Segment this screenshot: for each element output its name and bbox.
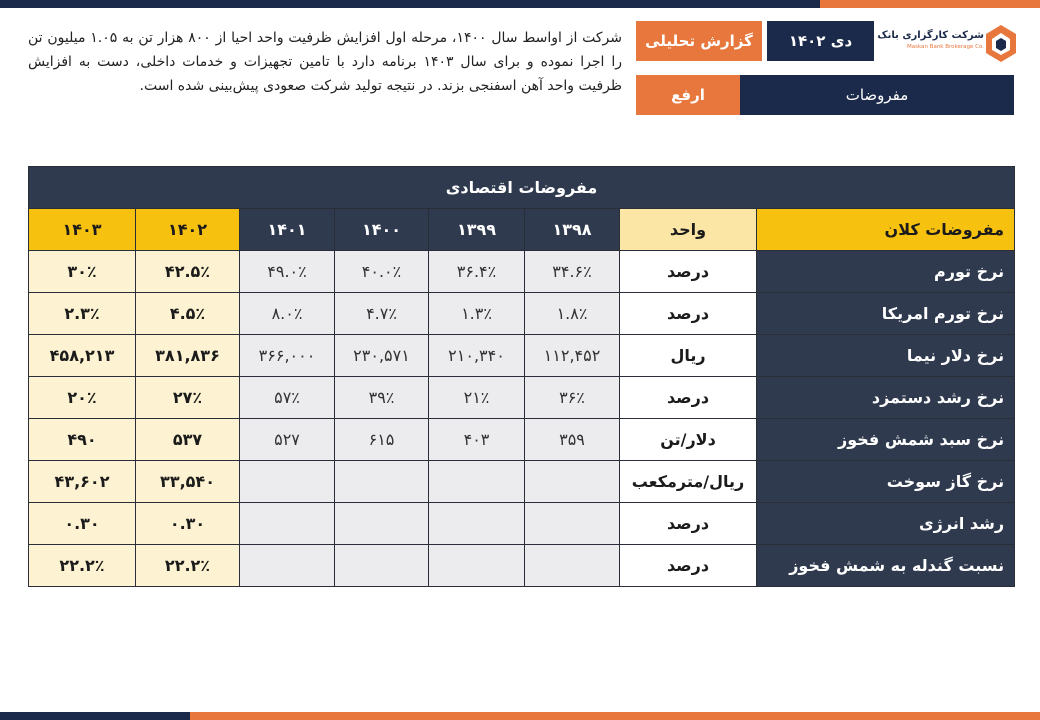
cell-1399: ۲۱۰,۳۴۰ xyxy=(429,335,525,377)
cell-1398: ۱.۸٪ xyxy=(525,293,620,335)
table-row xyxy=(29,377,1015,419)
cell-1400 xyxy=(335,503,429,545)
cell-1402: ۲۲.۲٪ xyxy=(136,545,240,587)
cell-1403: ۴۵۸,۲۱۳ xyxy=(29,335,136,377)
table-row xyxy=(29,251,1015,293)
company-logo xyxy=(842,22,1018,66)
cell-1400: ۲۳۰,۵۷۱ xyxy=(335,335,429,377)
row-label: نرخ تورم xyxy=(757,251,1015,293)
bottom-accent-orange xyxy=(190,712,1040,720)
cell-1403: ۴۳,۶۰۲ xyxy=(29,461,136,503)
top-accent-orange xyxy=(820,0,1040,8)
cell-1399: ۲۱٪ xyxy=(429,377,525,419)
cell-1398: ۳۴.۶٪ xyxy=(525,251,620,293)
logo-name-en: Maskan Bank Brokerage Co. xyxy=(907,44,984,50)
cell-1401: ۵۲۷ xyxy=(240,419,335,461)
col-year-1403: ۱۴۰۳ xyxy=(29,209,136,251)
cell-1401 xyxy=(240,461,335,503)
row-unit: ریال xyxy=(620,335,757,377)
col-year-1399: ۱۳۹۹ xyxy=(429,209,525,251)
cell-1403: ۳۰٪ xyxy=(29,251,136,293)
house-hexagon-icon xyxy=(984,22,1018,66)
col-assumption: مفروضات کلان xyxy=(757,209,1015,251)
company-badge: ارفع xyxy=(636,75,740,115)
cell-1398 xyxy=(525,503,620,545)
cell-1398: ۳۶٪ xyxy=(525,377,620,419)
cell-1402: ۴۲.۵٪ xyxy=(136,251,240,293)
cell-1403: ۴۹۰ xyxy=(29,419,136,461)
cell-1400: ۴.۷٪ xyxy=(335,293,429,335)
cell-1400 xyxy=(335,461,429,503)
economic-assumptions-table xyxy=(28,166,1015,587)
row-label: رشد انرژی xyxy=(757,503,1015,545)
row-unit: درصد xyxy=(620,293,757,335)
cell-1401: ۵۷٪ xyxy=(240,377,335,419)
report-date-badge: دی ۱۴۰۲ xyxy=(767,21,874,61)
row-label: نرخ دلار نیما xyxy=(757,335,1015,377)
row-unit: درصد xyxy=(620,503,757,545)
cell-1399 xyxy=(429,503,525,545)
bottom-accent-navy xyxy=(0,712,190,720)
bottom-accent-bar xyxy=(0,712,1040,720)
cell-1403: ۲۰٪ xyxy=(29,377,136,419)
col-unit: واحد xyxy=(620,209,757,251)
cell-1401 xyxy=(240,545,335,587)
cell-1403: ۲.۳٪ xyxy=(29,293,136,335)
cell-1401: ۴۹.۰٪ xyxy=(240,251,335,293)
cell-1403: ۲۲.۲٪ xyxy=(29,545,136,587)
cell-1402: ۵۳۷ xyxy=(136,419,240,461)
table-row xyxy=(29,335,1015,377)
cell-1399: ۱.۳٪ xyxy=(429,293,525,335)
cell-1402: ۳۸۱,۸۳۶ xyxy=(136,335,240,377)
row-label: نسبت گندله به شمش فخوز xyxy=(757,545,1015,587)
cell-1400: ۴۰.۰٪ xyxy=(335,251,429,293)
table-row xyxy=(29,419,1015,461)
cell-1402: ۴.۵٪ xyxy=(136,293,240,335)
cell-1399: ۴۰۳ xyxy=(429,419,525,461)
col-year-1401: ۱۴۰۱ xyxy=(240,209,335,251)
cell-1402: ۲۷٪ xyxy=(136,377,240,419)
report-type-badge: گزارش تحلیلی xyxy=(636,21,762,61)
cell-1398 xyxy=(525,461,620,503)
table-header-row xyxy=(29,209,1015,251)
cell-1400: ۳۹٪ xyxy=(335,377,429,419)
section-badge: مفروضات xyxy=(740,75,1014,115)
cell-1402: ۰.۳۰ xyxy=(136,503,240,545)
cell-1400 xyxy=(335,545,429,587)
cell-1401: ۳۶۶,۰۰۰ xyxy=(240,335,335,377)
cell-1401 xyxy=(240,503,335,545)
cell-1398 xyxy=(525,545,620,587)
cell-1403: ۰.۳۰ xyxy=(29,503,136,545)
cell-1402: ۳۳,۵۴۰ xyxy=(136,461,240,503)
cell-1399 xyxy=(429,461,525,503)
table-row xyxy=(29,503,1015,545)
row-unit: درصد xyxy=(620,377,757,419)
logo-name-fa: شرکت کارگزاری بانک مسکن xyxy=(842,30,984,41)
row-unit: درصد xyxy=(620,251,757,293)
row-label: نرخ گاز سوخت xyxy=(757,461,1015,503)
cell-1400: ۶۱۵ xyxy=(335,419,429,461)
row-label: نرخ رشد دستمزد xyxy=(757,377,1015,419)
cell-1398: ۱۱۲,۴۵۲ xyxy=(525,335,620,377)
table-row xyxy=(29,545,1015,587)
top-accent-navy xyxy=(0,0,820,8)
intro-paragraph: شرکت از اواسط سال ۱۴۰۰، مرحله اول افزایش ظرفیت واحد احیا از ۸۰۰ هزار تن به ۱.۰۵ میلیون تن را اجرا نموده و برای سال ۱۴۰۳ برنامه دارد با تامین تجهیزات و خدمات داخلی، دست به افزایش ظرفیت واحد آهن اسفنجی بزند. در نتیجه تولید شرکت صعودی پیش‌بینی شده است. xyxy=(28,30,623,94)
table-row xyxy=(29,461,1015,503)
cell-1399: ۳۶.۴٪ xyxy=(429,251,525,293)
row-label: نرخ سبد شمش فخوز xyxy=(757,419,1015,461)
col-year-1398: ۱۳۹۸ xyxy=(525,209,620,251)
row-unit: دلار/تن xyxy=(620,419,757,461)
cell-1398: ۳۵۹ xyxy=(525,419,620,461)
table-title: مفروضات اقتصادی xyxy=(29,167,1015,209)
col-year-1402: ۱۴۰۲ xyxy=(136,209,240,251)
table-row xyxy=(29,293,1015,335)
col-year-1400: ۱۴۰۰ xyxy=(335,209,429,251)
top-accent-bar xyxy=(0,0,1040,8)
cell-1401: ۸.۰٪ xyxy=(240,293,335,335)
row-label: نرخ تورم امریکا xyxy=(757,293,1015,335)
row-unit: ریال/مترمکعب xyxy=(620,461,757,503)
cell-1399 xyxy=(429,545,525,587)
row-unit: درصد xyxy=(620,545,757,587)
